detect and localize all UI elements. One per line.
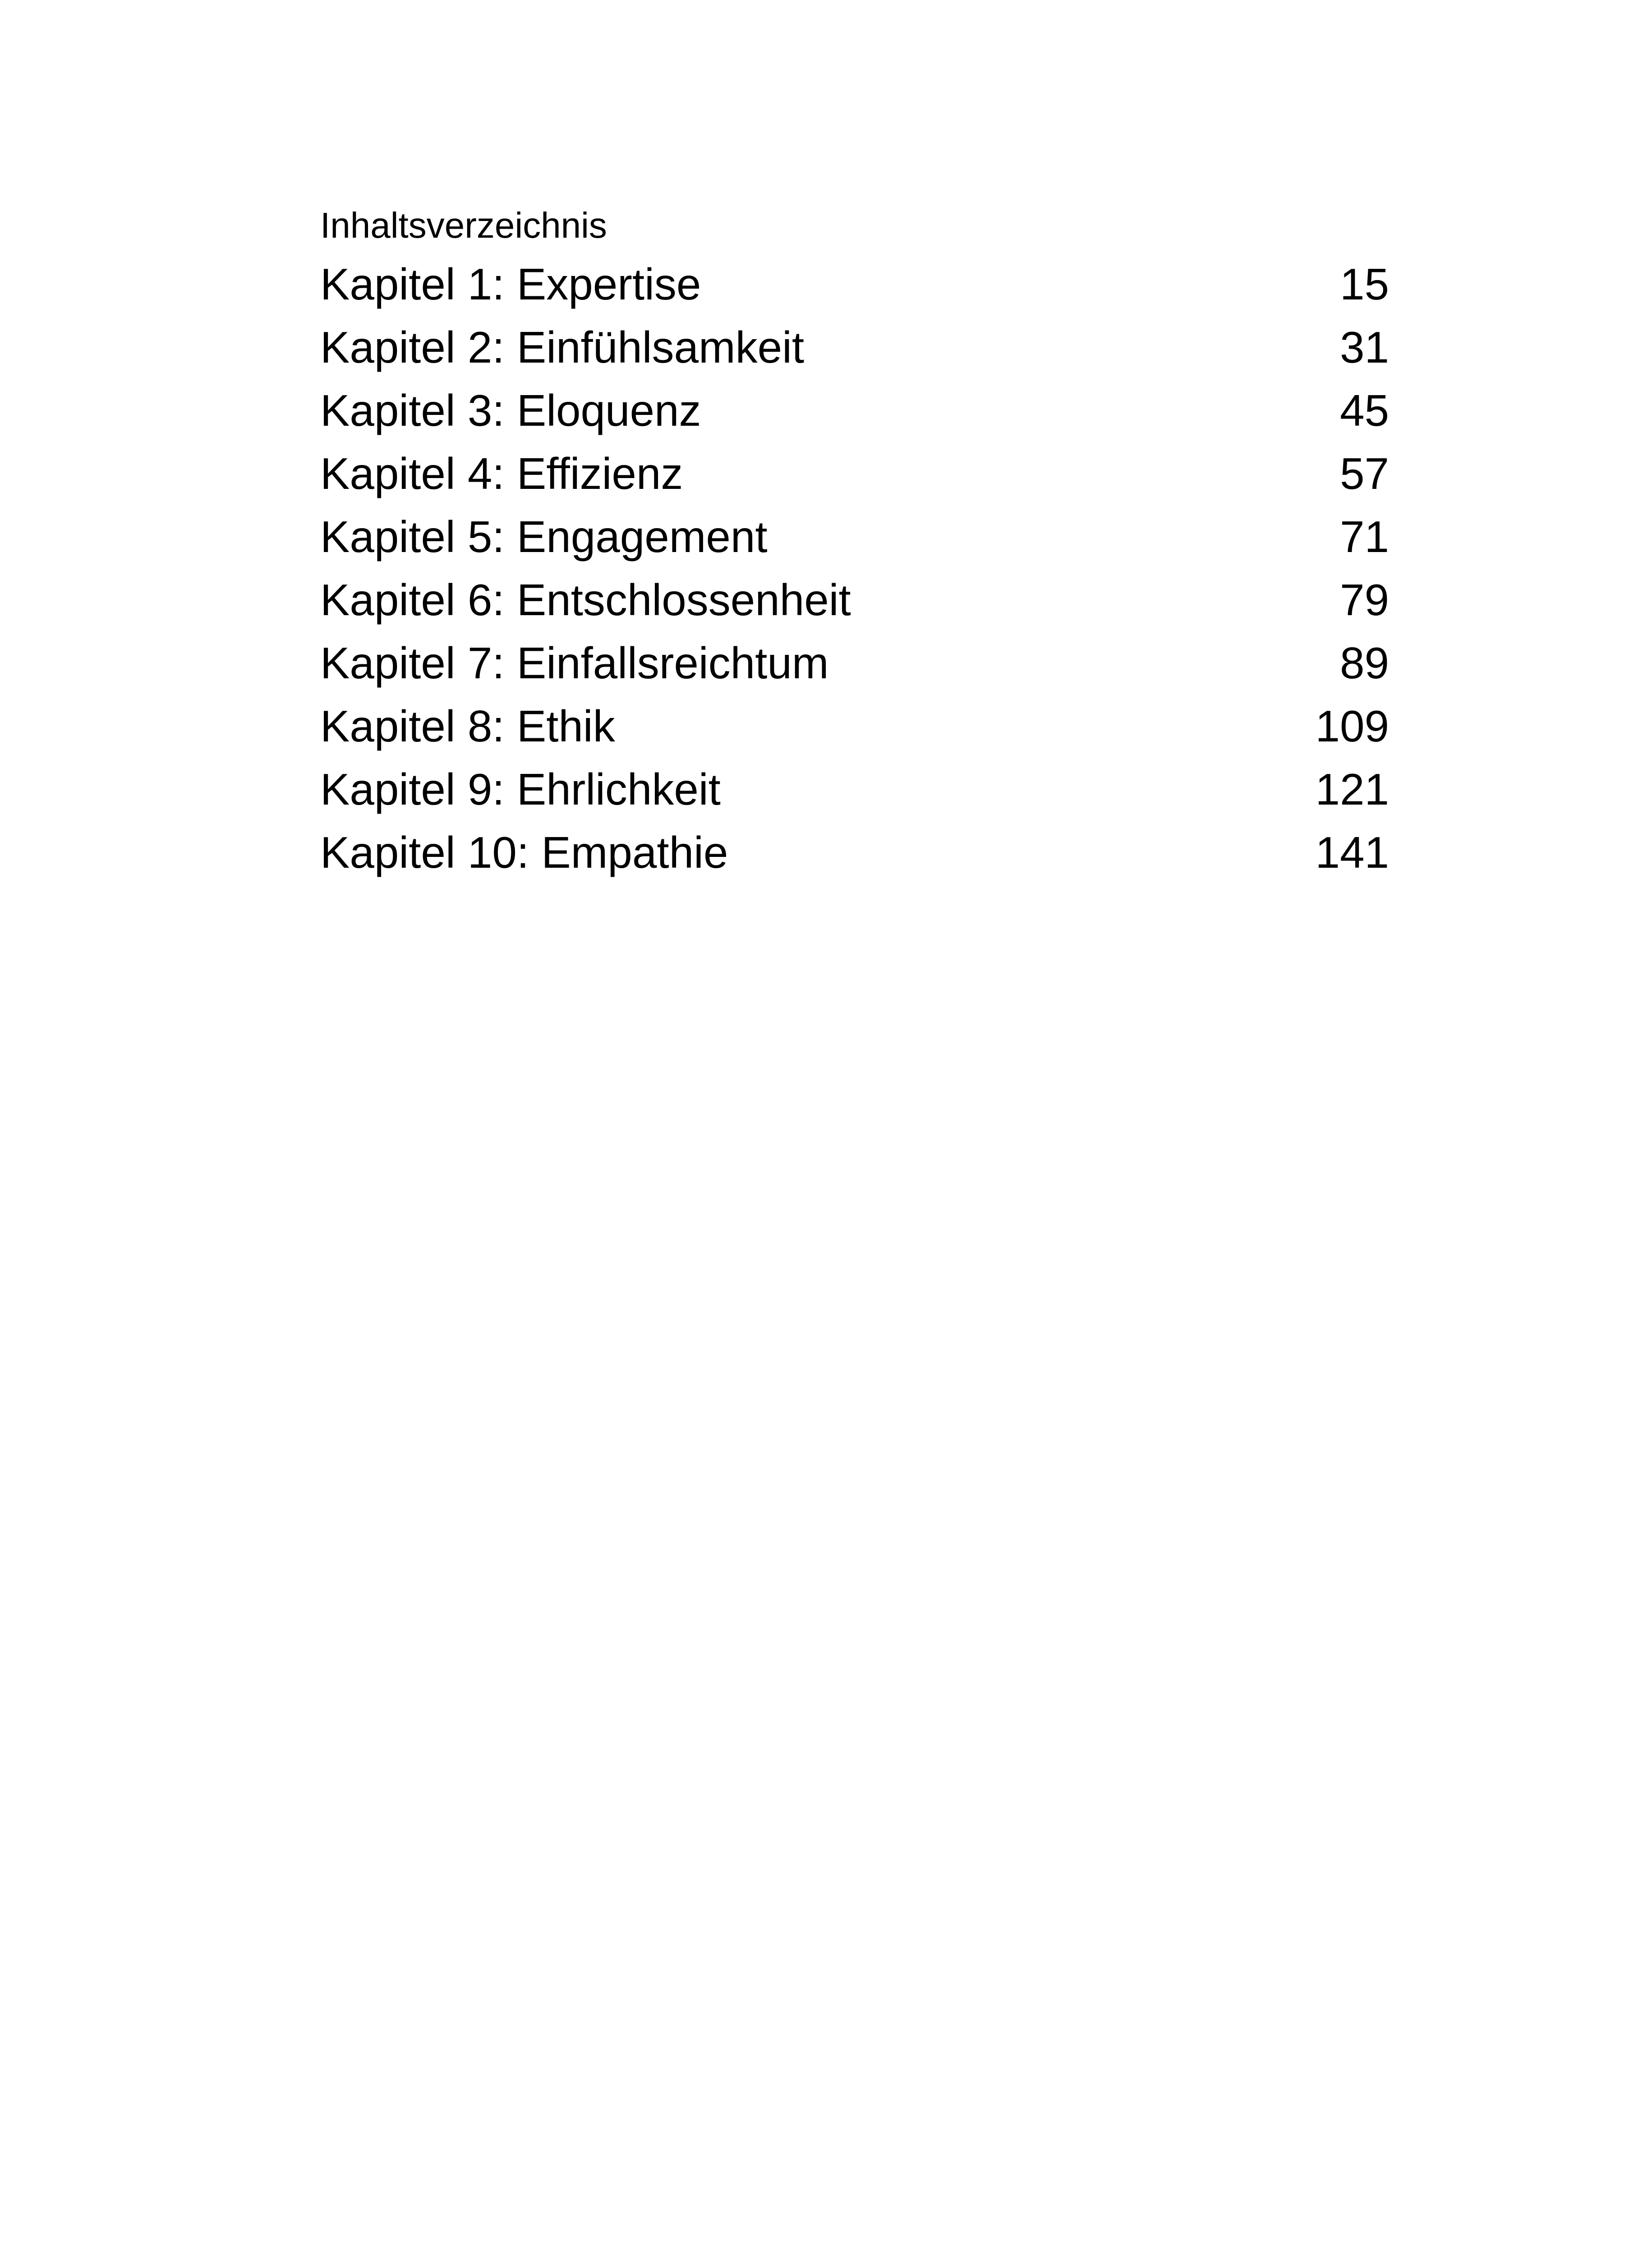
toc-entry-page: 71: [1339, 512, 1389, 561]
toc-entry-7: [320, 631, 1389, 695]
toc-heading: Inhaltsverzeichnis: [320, 205, 607, 245]
toc-entry-title: Kapitel 7: Einfallsreichtum: [320, 638, 829, 688]
toc-entry-page: 15: [1339, 259, 1389, 309]
toc-entry-title: Kapitel 9: Ehrlichkeit: [320, 764, 721, 814]
toc-entry-8: [320, 695, 1389, 758]
toc-entry-page: 31: [1339, 322, 1389, 372]
toc-entry-5: [320, 505, 1389, 568]
toc-entry-title: Kapitel 8: Ethik: [320, 701, 615, 751]
toc-entry-page: 79: [1339, 575, 1389, 625]
toc-entry-title: Kapitel 1: Expertise: [320, 259, 701, 309]
toc-entry-9: [320, 758, 1389, 821]
toc-entry-1: [320, 253, 1389, 316]
toc-entry-2: [320, 316, 1389, 379]
toc-entry-title: Kapitel 2: Einfühlsamkeit: [320, 322, 805, 372]
toc-entry-page: 89: [1339, 638, 1389, 688]
toc-list: [320, 253, 1389, 884]
toc-entry-10: [320, 821, 1389, 884]
toc-entry-page: 109: [1315, 701, 1389, 751]
toc-entry-page: 45: [1339, 386, 1389, 435]
toc-entry-6: [320, 568, 1389, 631]
toc-entry-title: Kapitel 3: Eloquenz: [320, 386, 701, 435]
toc-entry-page: 57: [1339, 449, 1389, 498]
toc-entry-3: [320, 379, 1389, 442]
toc-entry-page: 121: [1315, 764, 1389, 814]
toc-entry-title: Kapitel 5: Engagement: [320, 512, 768, 561]
table-of-contents: [320, 198, 1389, 884]
toc-entry-4: [320, 442, 1389, 505]
toc-entry-page: 141: [1315, 828, 1389, 877]
toc-entry-title: Kapitel 10: Empathie: [320, 828, 728, 877]
toc-entry-title: Kapitel 4: Effizienz: [320, 449, 683, 498]
toc-entry-title: Kapitel 6: Entschlossenheit: [320, 575, 851, 625]
